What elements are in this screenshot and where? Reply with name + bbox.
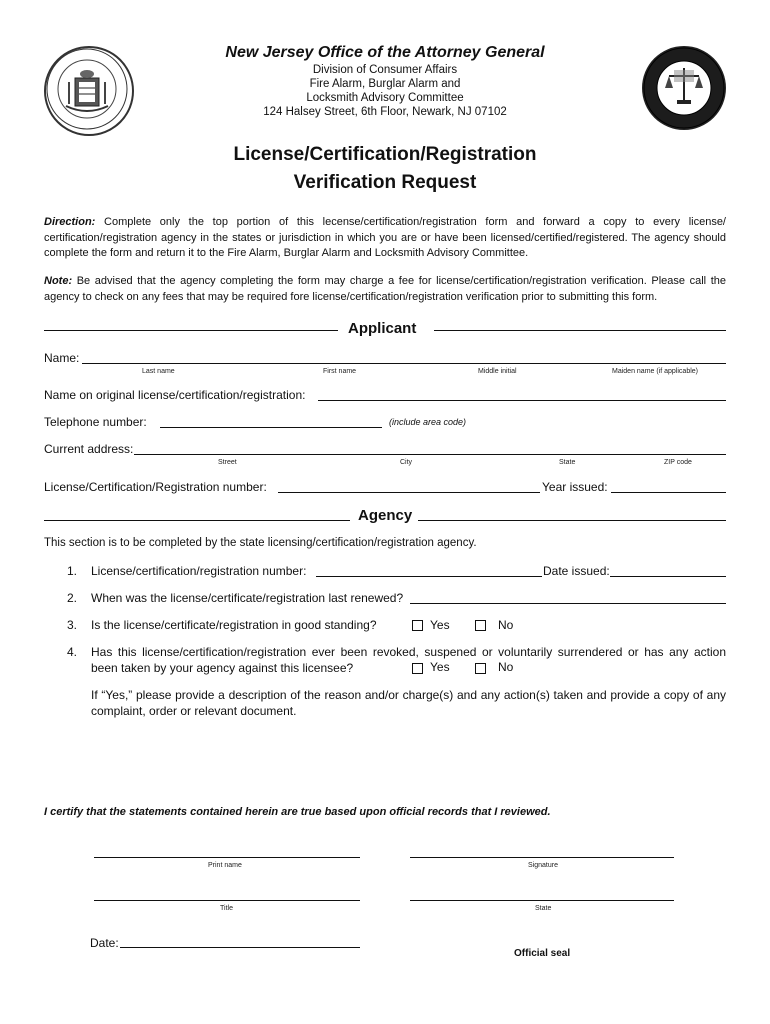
item-2-number: 2. [67, 591, 78, 605]
date-label: Date: [90, 936, 119, 950]
license-number-field[interactable] [278, 492, 540, 493]
agency-rule-left [44, 520, 350, 521]
good-standing-no-checkbox[interactable] [475, 620, 486, 631]
item-3-number: 3. [67, 618, 78, 632]
print-name-caption: Print name [208, 862, 242, 869]
state-field[interactable] [410, 900, 674, 901]
office-title: New Jersey Office of the Attorney General [225, 44, 545, 61]
agency-rule-right [418, 520, 726, 521]
applicant-rule-left [44, 330, 338, 331]
address-field[interactable] [134, 454, 726, 455]
agency-license-number-field[interactable] [316, 576, 542, 577]
street-caption: Street [218, 459, 237, 466]
date-issued-label: Date issued: [543, 564, 610, 578]
title-caption: Title [220, 905, 233, 912]
committee-line-1: Fire Alarm, Burglar Alarm and [309, 78, 461, 90]
address-label: Current address: [44, 442, 134, 456]
year-issued-field[interactable] [611, 492, 726, 493]
applicant-heading: Applicant [342, 320, 422, 337]
note-label: Note: [44, 275, 73, 287]
telephone-hint: (include area code) [389, 417, 467, 427]
good-standing-no-label: No [498, 618, 514, 632]
item-2-text: When was the license/certificate/registration last renewed? [91, 591, 404, 605]
middle-initial-caption: Middle initial [478, 368, 517, 375]
print-name-field[interactable] [94, 857, 360, 858]
good-standing-yes-checkbox[interactable] [412, 620, 423, 631]
name-field[interactable] [82, 363, 726, 364]
zip-caption: ZIP code [664, 459, 692, 466]
item-4-text: Has this license/certification/registration ever been revoked, suspened or voluntarily surrendered or has any action been taken by your agency against this licensee? [91, 645, 726, 675]
item-3-text: Is the license/certificate/registration in good standing? [91, 618, 377, 632]
division-line: Division of Consumer Affairs [312, 64, 458, 76]
date-issued-field[interactable] [610, 576, 726, 577]
item-1-text: License/certification/registration number: [91, 564, 307, 578]
last-name-caption: Last name [142, 368, 175, 375]
applicant-rule-right [434, 330, 726, 331]
action-taken-no-label: No [498, 660, 726, 676]
new-jersey-state-seal [44, 46, 134, 136]
city-caption: City [400, 459, 413, 466]
document-title-line-1: License/Certification/Registration [233, 144, 537, 165]
state-caption-signature: State [535, 905, 552, 912]
attorney-general-seal [642, 46, 726, 130]
title-field[interactable] [94, 900, 360, 901]
maiden-name-caption: Maiden name (if applicable) [612, 368, 698, 375]
action-taken-no-checkbox[interactable] [475, 663, 486, 674]
telephone-field[interactable] [160, 427, 382, 428]
certification-statement: I certify that the statements contained herein are true based upon official records that I reviewed. [44, 806, 551, 818]
first-name-caption: First name [323, 368, 357, 375]
note-text: Be advised that the agency completing the form may charge a fee for license/certification/registration verification. Please call the agency to check on any fees that may be required fore license/certification/registration verification prior to submitting this form. [44, 275, 726, 303]
direction-paragraph [44, 215, 726, 262]
action-taken-yes-label: Yes [430, 660, 470, 674]
signature-caption: Signature [528, 862, 558, 869]
agency-intro: This section is to be completed by the state licensing/certification/registration agency. [44, 537, 477, 549]
good-standing-yes-label: Yes [430, 618, 450, 632]
document-title-line-2: Verification Request [293, 172, 477, 193]
official-seal-label: Official seal [514, 948, 571, 959]
item-4-number: 4. [67, 645, 78, 659]
address-line: 124 Halsey Street, 6th Floor, Newark, NJ 07102 [263, 106, 507, 118]
name-label: Name: [44, 351, 80, 365]
date-field[interactable] [120, 947, 360, 948]
item-1-number: 1. [67, 564, 78, 578]
agency-heading: Agency [352, 507, 418, 524]
direction-label: Direction: [44, 216, 96, 228]
committee-line-2: Locksmith Advisory Committee [306, 92, 464, 104]
original-name-label: Name on original license/certification/registration: [44, 388, 306, 402]
state-caption: State [559, 459, 576, 466]
original-name-field[interactable] [318, 400, 726, 401]
last-renewed-field[interactable] [410, 603, 726, 604]
if-yes-instructions: If “Yes,” please provide a description of the reason and/or charge(s) and any action(s) taken and provide a copy of any complaint, order or relevant document. [91, 688, 726, 718]
direction-text: Complete only the top portion of this lecense/certification/registration form and forward a copy to every license/ certification/registration agency in the states or jurisdiction in which you are or have been licensed/certified/registered. The agency should complete the form and return it to the Fire Alarm, Burglar Alarm and Locksmith Advisory Committee. [44, 216, 726, 259]
note-paragraph [44, 274, 726, 305]
year-issued-label: Year issued: [542, 480, 608, 494]
signature-field[interactable] [410, 857, 674, 858]
license-number-label: License/Certification/Registration number: [44, 480, 267, 494]
telephone-label: Telephone number: [44, 415, 147, 429]
action-taken-yes-checkbox[interactable] [412, 663, 423, 674]
